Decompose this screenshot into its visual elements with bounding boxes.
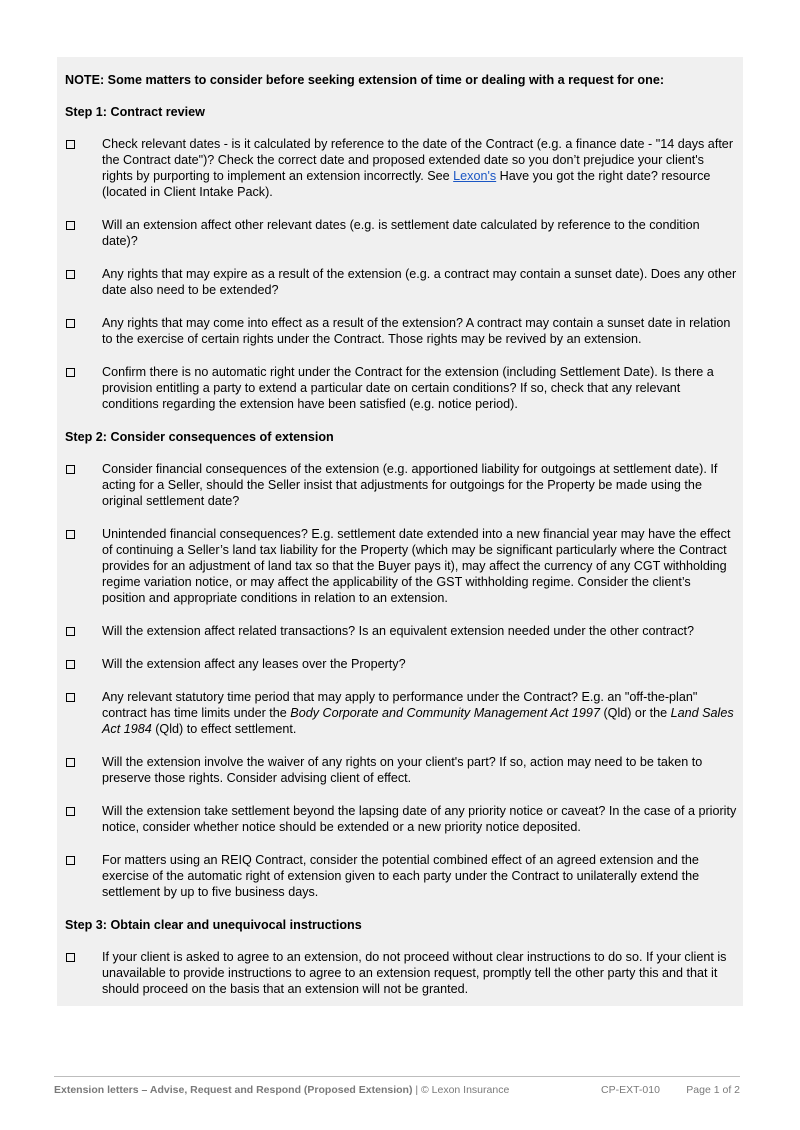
checkbox-icon[interactable] xyxy=(66,758,75,767)
step3-heading: Step 3: Obtain clear and unequivocal instructions xyxy=(65,918,362,932)
item-text: (Qld) or the xyxy=(599,706,671,720)
step1-heading: Step 1: Contract review xyxy=(65,105,205,119)
page-footer xyxy=(54,1076,740,1100)
item-text: If your client is asked to agree to an extension, do not proceed without clear instructions to do so. If your client is unavailable to provide instructions to agree to an extension request, promptly tell the other party this and that it should proceed on the basis that an extension will not be granted. xyxy=(102,950,727,996)
checkbox-icon[interactable] xyxy=(66,221,75,230)
item-text: Will the extension affect any leases over the Property? xyxy=(102,657,406,671)
item-text: Any rights that may come into effect as a result of the extension? A contract may contain a sunset date in relation to the exercise of certain rights under the Contract. Those rights may be revived by an extension. xyxy=(102,316,731,346)
checklist-item xyxy=(65,754,737,786)
checklist-item xyxy=(65,852,737,900)
item-text: Consider financial consequences of the extension (e.g. apportioned liability for outgoings at settlement date). If acting for a Seller, should the Seller insist that adjustments for outgoings for the Property be made using the original settlement date? xyxy=(102,462,718,508)
footer-code: CP-EXT-010 xyxy=(601,1084,660,1096)
footer-left xyxy=(54,1084,509,1096)
checklist-item xyxy=(65,689,737,737)
checklist-item xyxy=(65,623,737,639)
item-text: Any rights that may expire as a result of the extension (e.g. a contract may contain a sunset date). Does any other date also need to be extended? xyxy=(102,267,737,297)
item-text: Will the extension take settlement beyond the lapsing date of any priority notice or caveat? In the case of a priority notice, consider whether notice should be extended or a new priority notice deposited. xyxy=(102,804,737,834)
checklist-item xyxy=(65,526,737,606)
item-text-after: Have you got the right date? resource (located in Client Intake Pack). xyxy=(102,169,711,199)
checkbox-icon[interactable] xyxy=(66,807,75,816)
step2-heading: Step 2: Consider consequences of extension xyxy=(65,430,334,444)
checkbox-icon[interactable] xyxy=(66,627,75,636)
note-label: NOTE xyxy=(65,73,100,87)
item-text: Will the extension involve the waiver of any rights on your client's part? If so, action may need to be taken to preserve those rights. Consider advising client of effect. xyxy=(102,755,703,785)
checklist-item xyxy=(65,217,737,249)
checklist-item xyxy=(65,315,737,347)
footer-title: Extension letters – Advise, Request and Respond (Proposed Extension) xyxy=(54,1084,413,1096)
checkbox-icon[interactable] xyxy=(66,856,75,865)
checkbox-icon[interactable] xyxy=(66,465,75,474)
guidance-content xyxy=(65,72,737,1014)
note-text: : Some matters to consider before seeking extension of time or dealing with a request for one: xyxy=(99,73,665,87)
note-paragraph xyxy=(65,72,737,88)
checkbox-icon[interactable] xyxy=(66,953,75,962)
checkbox-icon[interactable] xyxy=(66,140,75,149)
checklist-item xyxy=(65,266,737,298)
checkbox-icon[interactable] xyxy=(66,270,75,279)
checklist-item xyxy=(65,949,737,997)
item-text-before: Check relevant dates - is it calculated by reference to the date of the Contract (e.g. a finance date - "14 days after the Contract date")? Check the correct date and proposed extended date so you don’t prejudice your client's rights by purporting to implement an extension incorrectly. See xyxy=(102,137,734,183)
checkbox-icon[interactable] xyxy=(66,530,75,539)
item-text: Will an extension affect other relevant dates (e.g. is settlement date calculated by reference to the condition date)? xyxy=(102,218,700,248)
checkbox-icon[interactable] xyxy=(66,319,75,328)
item-text: (Qld) to effect settlement. xyxy=(151,722,297,736)
checklist-item xyxy=(65,656,737,672)
checkbox-icon[interactable] xyxy=(66,368,75,377)
item-text: Will the extension affect related transactions? Is an equivalent extension needed under the other contract? xyxy=(102,624,695,638)
checkbox-icon[interactable] xyxy=(66,693,75,702)
item-text: For matters using an REIQ Contract, consider the potential combined effect of an agreed extension and the exercise of the automatic right of extension given to each party under the Contract to unilaterally extend the settlement by up to five business days. xyxy=(102,853,700,899)
act-title-italic: Body Corporate and Community Management Act 1997 xyxy=(290,706,600,720)
lexon-link[interactable]: Lexon's xyxy=(453,169,497,183)
checklist-item xyxy=(65,461,737,509)
checklist-item xyxy=(65,803,737,835)
act-title-italic: Land Sales Act 1984 xyxy=(102,706,734,736)
checklist-item xyxy=(65,364,737,412)
checklist-item xyxy=(65,136,737,200)
footer-page-number: Page 1 of 2 xyxy=(686,1084,740,1096)
checkbox-icon[interactable] xyxy=(66,660,75,669)
footer-copyright: | © Lexon Insurance xyxy=(412,1084,510,1096)
item-text: Confirm there is no automatic right under the Contract for the extension (including Settlement Date). Is there a provision entitling a party to extend a particular date on certain conditions? If so, check that any relevant conditions regarding the extension have been satisfied (e.g. notice period). xyxy=(102,365,714,411)
item-text: Unintended financial consequences? E.g. settlement date extended into a new financial year may have the effect of continuing a Seller’s land tax liability for the Property (which may be significant particularly where the Contract provides for an adjustment of land tax so that the Buyer pays it), may affect the currency of any CGT withholding regime variation notice, or may affect the applicability of the GST withholding regime. Consider the client’s position and appropriate conditions in relation to an extension. xyxy=(102,527,731,605)
item-text: Any relevant statutory time period that may apply to performance under the Contract? E.g. an "off-the-plan" contract has time limits under the xyxy=(102,690,698,720)
